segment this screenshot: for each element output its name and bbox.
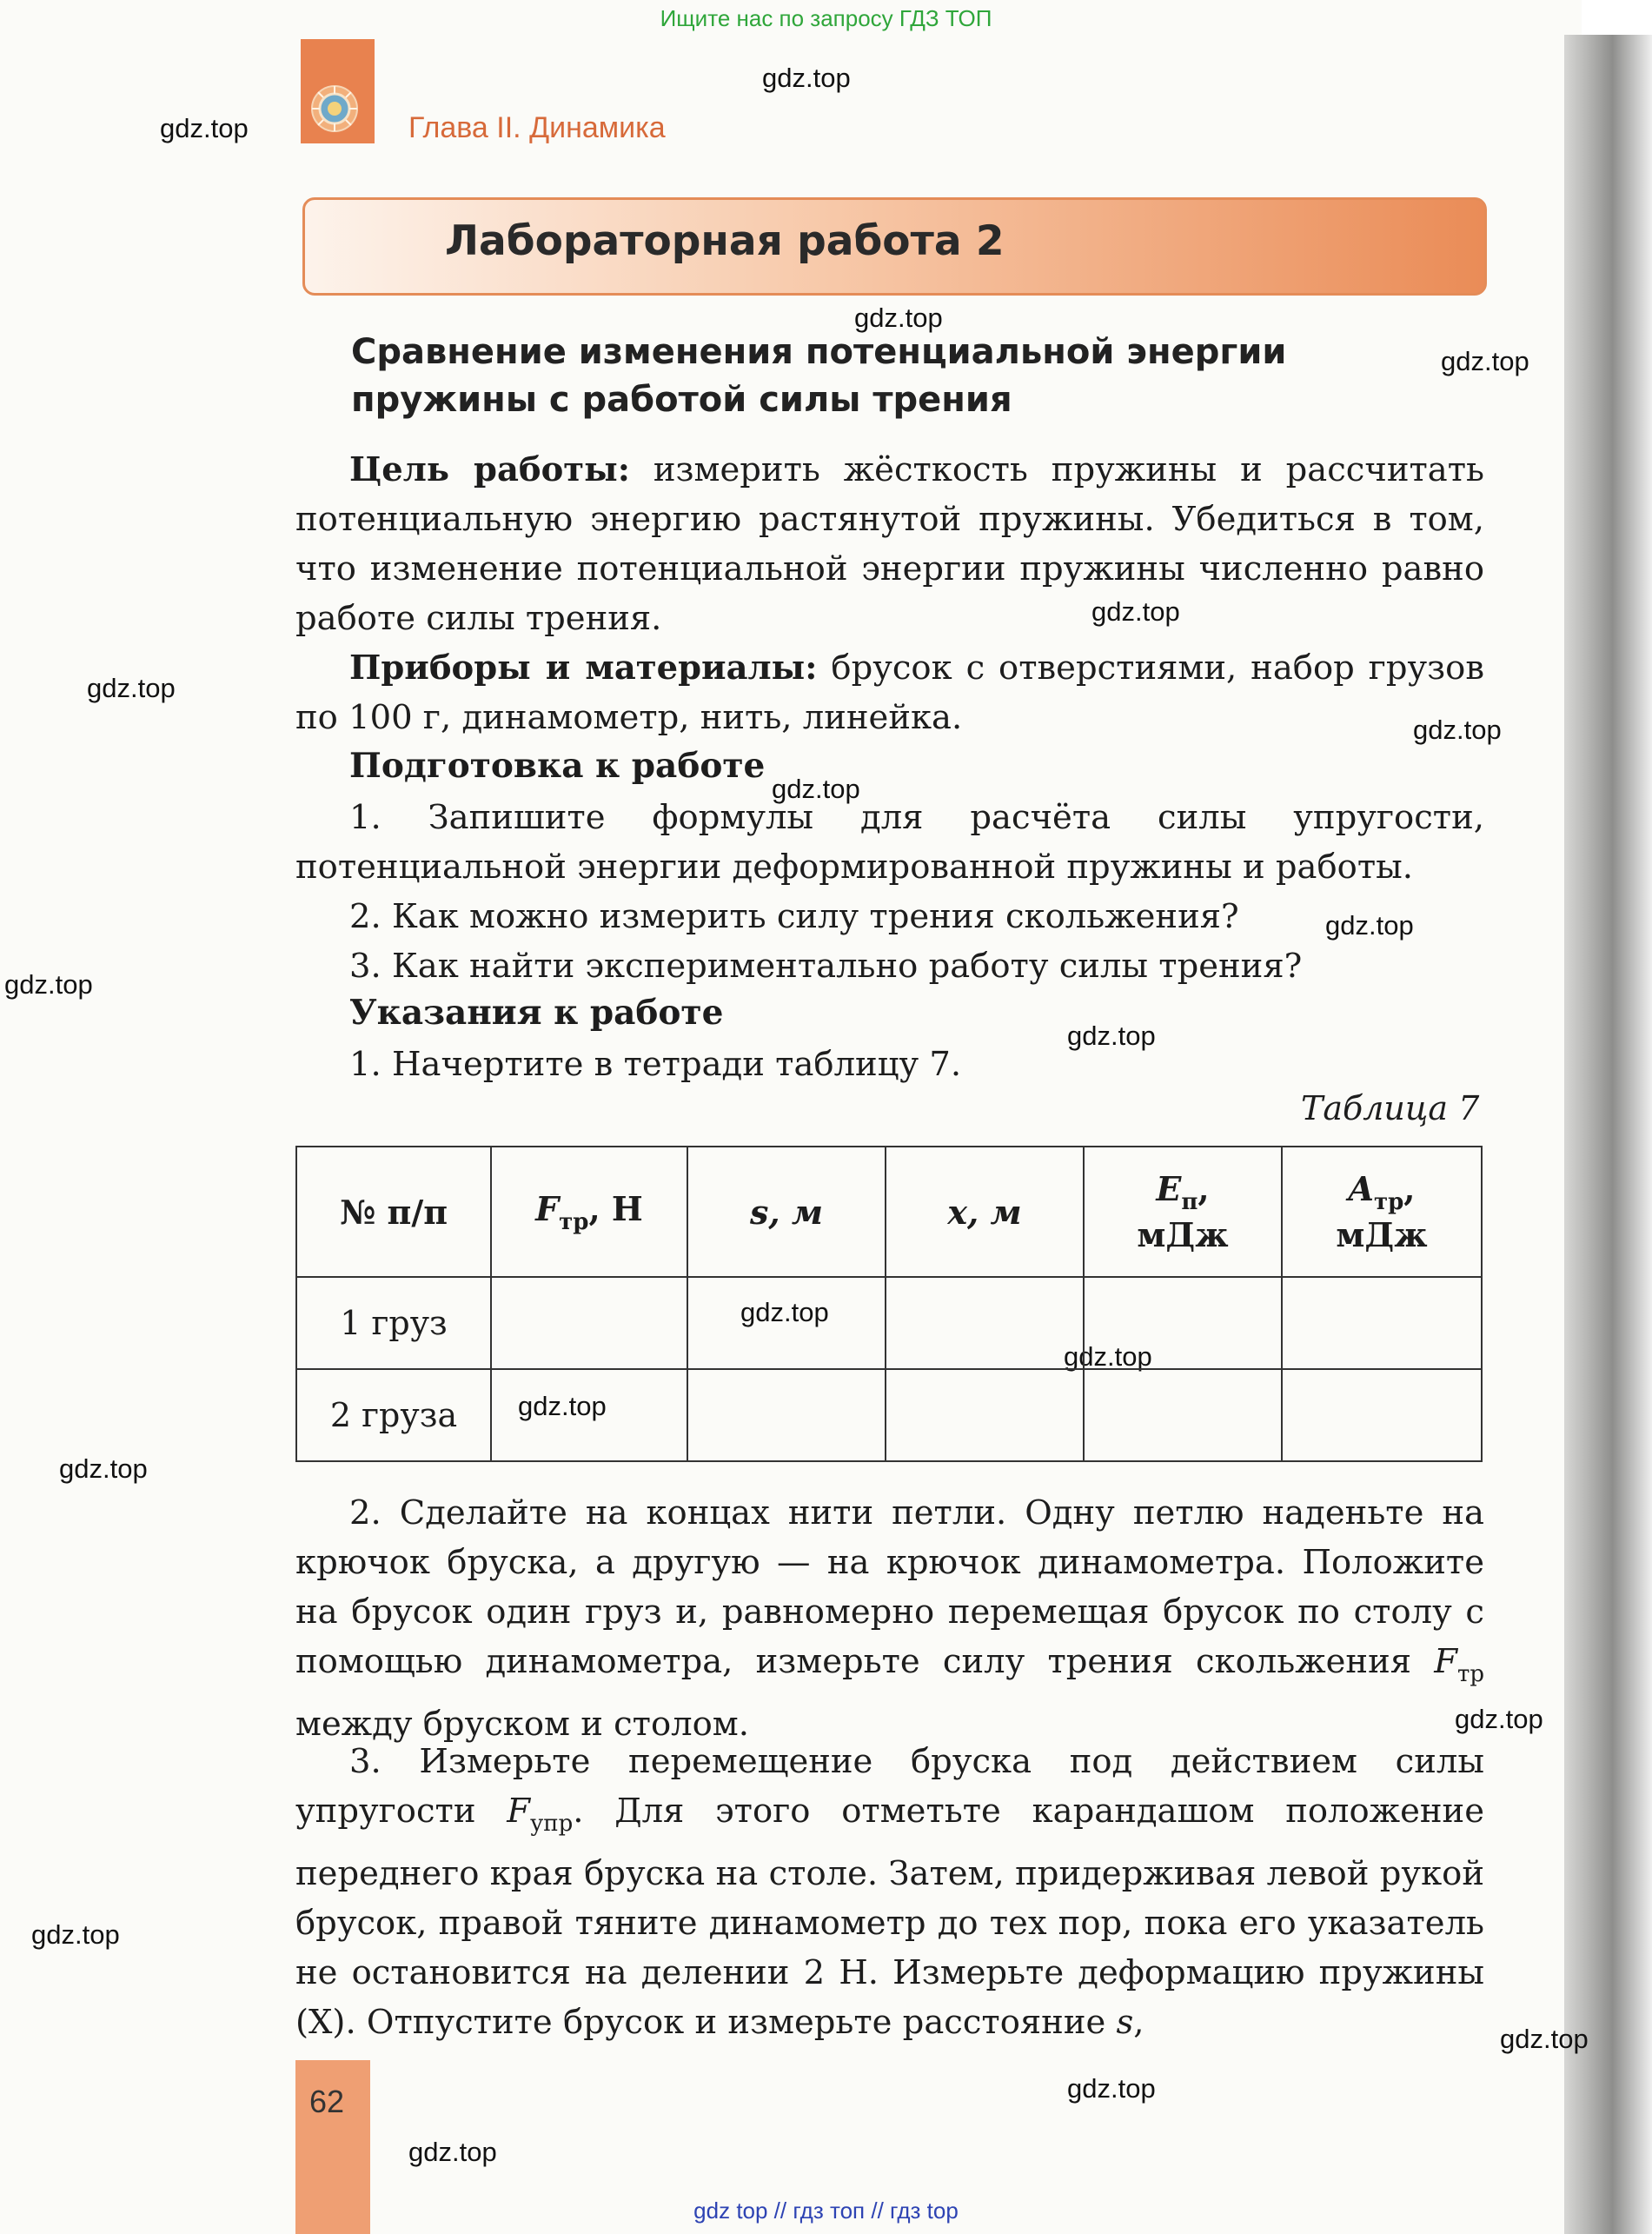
row-label: 1 груз [296,1277,491,1369]
table-header-row [296,1147,1482,1277]
table-cell [687,1369,886,1461]
row-label: 2 груза [296,1369,491,1461]
header-number: № п/п [296,1147,491,1277]
table-cell [1084,1277,1282,1369]
watermark: gdz.top [160,113,249,143]
table-row [296,1277,1482,1369]
watermark: gdz.top [1067,1021,1156,1051]
watermark: gdz.top [1091,596,1180,627]
table-cell [1282,1369,1482,1461]
header-deformation: x, м [886,1147,1084,1277]
goal-text: измерить жёсткость пружины и рассчитать потенциальную энергию растянутой пружины. Убедиться в том, что изменение потенциальной энергии пружины численно равно работе силы трения. [295,450,1484,638]
step-2-symbol: F [1434,1642,1457,1681]
materials-text: брусок с отверстиями, набор грузов по 100 г, динамометр, нить, линейка. [295,648,1484,737]
step-3-tail: . Для этого отметьте карандашом положение переднего края бруска на столе. Затем, придерживая левой рукой брусок, правой тяните динамометр до тех пор, пока его указатель не остановится на делении 2 Н. Измерьте деформацию пружины (X). Отпустите брусок и измерьте расстояние [295,1792,1484,2042]
watermark: gdz.top [1325,910,1414,941]
step-3-subscript: упр [529,1811,574,1837]
subtitle-line: Сравнение изменения потенциальной энергии [351,332,1287,372]
watermark: gdz.top [1067,2073,1156,2104]
goal-label: Цель работы: [349,450,630,489]
chapter-emblem-icon [309,83,360,134]
goal-paragraph [295,445,1484,643]
step-3 [295,1737,1484,2047]
header-friction-force: $F_{тр}$, Н [491,1147,687,1277]
watermark: gdz.top [1455,1704,1543,1734]
subtitle-line: пружины с работой силы трения [351,380,1012,420]
table-cell [1084,1369,1282,1461]
lab-title: Лабораторная работа 2 [445,217,1005,265]
data-table [295,1146,1483,1462]
step-3-symbol: F [507,1792,530,1831]
step-2-tail: между бруском и столом. [295,1705,749,1744]
bottom-links-banner[interactable]: gdz top // гдз топ // гдз top [693,2197,959,2224]
header-distance: s, м [687,1147,886,1277]
top-search-banner[interactable]: Ищите нас по запросу ГДЗ ТОП [660,5,992,31]
table-cell [886,1277,1084,1369]
materials-label: Приборы и материалы: [349,648,818,688]
materials-paragraph [295,643,1484,742]
table-cell [1282,1277,1482,1369]
table-row [296,1369,1482,1461]
header-potential-energy: $E_п$, мДж [1084,1147,1282,1277]
step-2-subscript: тр [1456,1661,1484,1687]
watermark: gdz.top [518,1391,607,1421]
step-3-text: 3. Измерьте перемещение бруска под действием силы упругости [295,1742,1484,1831]
table-cell [491,1369,687,1461]
watermark: gdz.top [59,1453,148,1484]
step-1 [295,1040,1484,1089]
prep-item-3 [295,941,1484,991]
table-caption: Таблица 7 [1301,1089,1480,1127]
watermark: gdz.top [4,969,93,1000]
prep-heading: Подготовка к работе [349,746,766,786]
prep-item-2 [295,892,1484,941]
prep-item-text: 2. Как можно измерить силу трения скольжения? [349,897,1239,936]
lab-subtitle [351,329,1481,424]
watermark: gdz.top [740,1297,829,1327]
watermark: gdz.top [408,2137,497,2167]
prep-item-text: 1. Запишите формулы для расчёта силы упругости, потенциальной энергии деформированной пружины и работы. [295,798,1484,887]
page-number: 62 [309,2084,345,2119]
watermark: gdz.top [1064,1341,1152,1372]
prep-item-1 [295,793,1484,892]
watermark: gdz.top [87,673,176,703]
watermark: gdz.top [31,1919,120,1950]
header-friction-work: $A_{тр}$, мДж [1282,1147,1482,1277]
watermark: gdz.top [762,63,851,93]
step-2-text: 2. Сделайте на концах нити петли. Одну петлю наденьте на крючок бруска, а другую — на крючок динамометра. Положите на брусок один груз и, равномерно перемещая брусок по столу с помощью динамометра, измерьте силу трения скольжения [295,1493,1484,1681]
chapter-title: Глава II. Динамика [408,111,666,144]
step-1-text: 1. Начертите в тетради таблицу 7. [349,1045,962,1084]
book-spine-shadow [1564,35,1652,2234]
table-cell [687,1277,886,1369]
watermark: gdz.top [1413,715,1502,745]
instructions-heading: Указания к работе [349,993,724,1033]
table-cell [491,1277,687,1369]
step-2 [295,1488,1484,1749]
watermark: gdz.top [854,303,943,333]
watermark: gdz.top [1441,346,1529,376]
table-cell [886,1369,1084,1461]
step-3-end-symbol: s [1116,2003,1134,2042]
watermark: gdz.top [1500,2024,1589,2054]
step-3-end: , [1133,2003,1144,2042]
prep-item-text: 3. Как найти экспериментально работу силы трения? [349,947,1303,986]
watermark: gdz.top [772,774,860,804]
